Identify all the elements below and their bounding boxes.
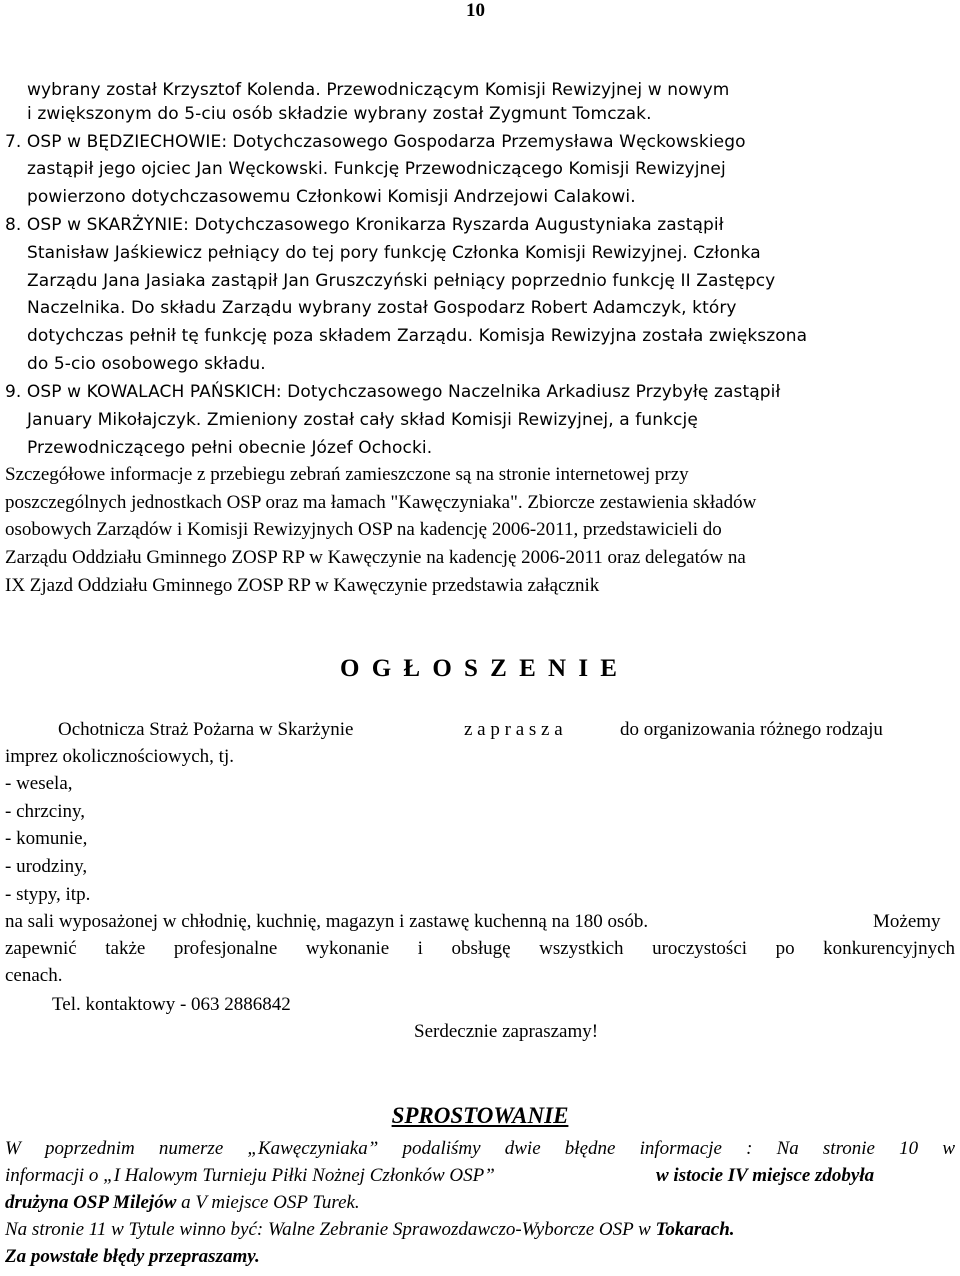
correction-text: informacji o „I Halowym Turnieju Piłki Nożnej Członków OSP” (5, 1165, 495, 1186)
page-number: 10 (466, 0, 485, 21)
correction-place-text: Tokarach. (655, 1219, 735, 1240)
text-line: January Mikołajczyk. Zmieniony został cały skład Komisji Rewizyjnej, a funkcję (27, 410, 698, 430)
text-line: Zarządu Jana Jasiaka zastąpił Jan Gruszczyński pełniący poprzednio funkcję II Zastępcy (27, 271, 776, 291)
correction-apology: Za powstałe błędy przepraszamy. (5, 1246, 260, 1267)
hall-description: na sali wyposażonej w chłodnię, kuchnię, magazyn i zastawę kuchenną na 180 osób. (5, 911, 649, 932)
correction-bold-text: w istocie IV miejsce zdobyła (656, 1165, 875, 1186)
list-item: - urodziny, (5, 856, 88, 877)
correction-line (5, 1218, 735, 1242)
correction-line (5, 1191, 360, 1215)
text-line: Stanisław Jaśkiewicz pełniący do tej pory funkcję Członka Komisji Rewizyjnej. Członka (27, 243, 761, 263)
correction-heading: SPROSTOWANIE (391, 1103, 569, 1128)
correction-line (5, 1164, 495, 1188)
text-line: wybrany został Krzysztof Kolenda. Przewodniczącym Komisji Rewizyjnej w nowym (27, 80, 730, 100)
summary-line: IX Zjazd Oddziału Gminnego ZOSP RP w Kawęczynie przedstawia załącznik (5, 575, 600, 596)
correction-team-text: drużyna OSP Milejów (5, 1192, 177, 1213)
announcement-heading: O G Ł O S Z E N I E (340, 655, 620, 682)
correction-text: a V miejsce OSP Turek. (176, 1192, 360, 1213)
summary-line: poszczególnych jednostkach OSP oraz ma łamach "Kawęczyniaka". Zbiorcze zestawienia składów (5, 492, 757, 513)
text-line: Naczelnika. Do składu Zarządu wybrany został Gospodarz Robert Adamczyk, który (27, 298, 737, 318)
text-line: powierzono dotychczasowemu Członkowi Komisji Andrzejowi Calakowi. (27, 187, 636, 207)
hall-description-2: zapewnić także profesjonalne wykonanie i obsługę wszystkich uroczystości po konkurencyjnych (5, 938, 955, 959)
announcement-intro-rest: do organizowania różnego rodzaju (620, 719, 883, 740)
announcement-intro-line2: imprez okolicznościowych, tj. (5, 746, 234, 767)
announcement-org: Ochotnicza Straż Pożarna w Skarżynie (58, 719, 354, 740)
summary-line: Szczegółowe informacje z przebiegu zebrań zamieszczone są na stronie internetowej przy (5, 464, 689, 485)
text-line: dotychczas pełnił tę funkcję poza składem Zarządu. Komisja Rewizyjna została zwiększona (27, 326, 808, 346)
summary-line: Zarządu Oddziału Gminnego ZOSP RP w Kawęczynie na kadencję 2006-2011 oraz delegatów na (5, 547, 746, 568)
text-line: 7. OSP w BĘDZIECHOWIE: Dotychczasowego Gospodarza Przemysława Węckowskiego (5, 132, 746, 152)
text-line: do 5-cio osobowego składu. (27, 354, 266, 374)
closing-text: Serdecznie zapraszamy! (414, 1021, 599, 1042)
list-item: - stypy, itp. (5, 884, 91, 905)
list-item: - chrzciny, (5, 801, 85, 822)
list-item: - wesela, (5, 773, 73, 794)
text-line: Przewodniczącego pełni obecnie Józef Ochocki. (27, 438, 433, 458)
hall-description-3: cenach. (5, 965, 63, 986)
text-line: i zwiększonym do 5-ciu osób składzie wybrany został Zygmunt Tomczak. (27, 104, 652, 124)
announcement-verb: z a p r a s z a (464, 719, 563, 740)
text-line: 9. OSP w KOWALACH PAŃSKICH: Dotychczasowego Naczelnika Arkadiusz Przybyłę zastąpił (5, 382, 781, 402)
hall-description-end: Możemy (873, 911, 941, 932)
list-item: - komunie, (5, 828, 88, 849)
text-line: zastąpił jego ojciec Jan Węckowski. Funkcję Przewodniczącego Komisji Rewizyjnej (27, 159, 726, 179)
phone-contact: Tel. kontaktowy - 063 2886842 (52, 994, 291, 1015)
correction-text: Na stronie 11 w Tytule winno być: Walne Zebranie Sprawozdawczo-Wyborcze OSP w (5, 1219, 656, 1240)
summary-line: osobowych Zarządów i Komisji Rewizyjnych OSP na kadencję 2006-2011, przedstawicieli do (5, 519, 722, 540)
text-line: 8. OSP w SKARŻYNIE: Dotychczasowego Kronikarza Ryszarda Augustyniaka zastąpił (5, 215, 724, 235)
correction-line-bold (656, 1164, 874, 1188)
correction-line: W poprzednim numerze „Kawęczyniaka” podaliśmy dwie błędne informacje : Na stronie 10 w (5, 1138, 955, 1159)
